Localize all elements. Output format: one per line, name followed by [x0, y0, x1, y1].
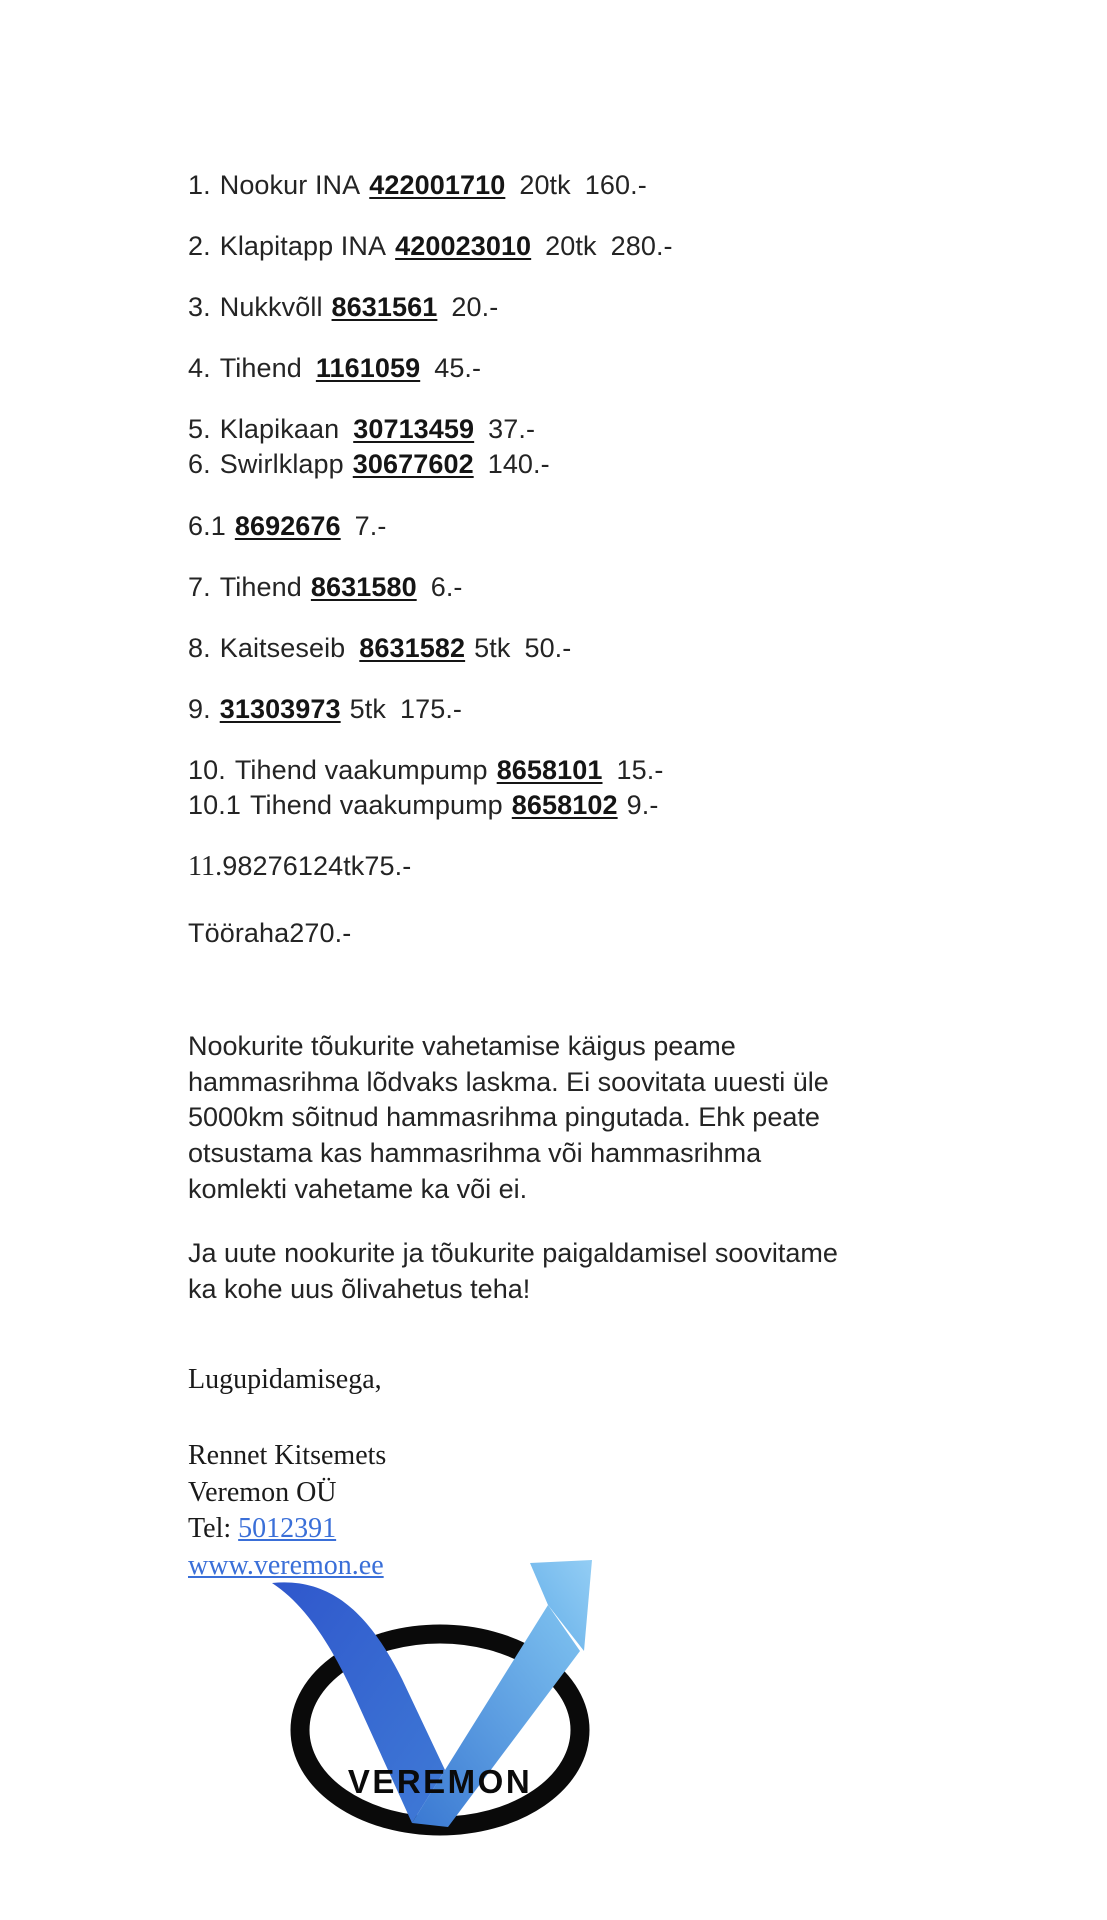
labour-label: Tööraha: [188, 917, 290, 948]
phone-label: Tel:: [188, 1513, 232, 1545]
veremon-logo-svg: [262, 1555, 622, 1840]
part-index: 2.: [188, 231, 211, 262]
signature-block: [188, 1362, 888, 1584]
part-index: 6.: [188, 449, 211, 480]
part-code: 8658101: [496, 754, 603, 785]
part-price: 175.-: [399, 693, 463, 724]
part-index: 9.: [188, 693, 211, 724]
part-qty: 5tk: [474, 632, 511, 663]
part-row-7: [188, 570, 888, 605]
phone-link[interactable]: 5012391: [238, 1513, 337, 1545]
signature-name: Rennet Kitsemets: [188, 1440, 387, 1472]
part-row-1: [188, 168, 888, 203]
part-code: 420023010: [395, 231, 532, 262]
part-code: 8658102: [511, 790, 618, 821]
part-name: Tihend vaakumpump: [249, 790, 503, 821]
part-row-10: [188, 753, 888, 788]
veremon-logo: [262, 1555, 622, 1840]
part-name: Kaitseseib: [219, 632, 346, 663]
paragraph-oil-note: Ja uute nookurite ja tõukurite paigaldamisel soovitame ka kohe uus õlivahetus teha!: [188, 1238, 838, 1305]
part-code: 30713459: [353, 414, 475, 445]
part-price: 6.-: [430, 571, 463, 602]
part-code: 982761: [222, 851, 313, 882]
part-row-6-1: [188, 509, 888, 544]
part-price: 7.-: [354, 510, 387, 541]
part-index: 10.1: [188, 790, 241, 821]
part-price: 50.-: [524, 632, 572, 663]
part-row-10-1: [188, 788, 888, 823]
labour-row: [188, 916, 888, 951]
part-row-3: [188, 290, 888, 325]
part-row-5: [188, 412, 888, 447]
part-row-4: [188, 351, 888, 386]
part-index: 11.: [188, 851, 223, 883]
part-index: 3.: [188, 292, 211, 323]
part-qty: 24tk: [312, 851, 365, 882]
part-qty: 20tk: [545, 231, 597, 262]
labour-price: 270.-: [289, 917, 352, 948]
part-name: Klapikaan: [219, 414, 340, 445]
logo-wordmark: VEREMON: [347, 1763, 533, 1800]
part-price: 75.-: [364, 851, 412, 882]
part-name: Tihend: [219, 571, 302, 602]
parts-list: [188, 168, 888, 951]
part-qty: 20tk: [519, 170, 571, 200]
part-code: 8631580: [310, 571, 417, 602]
part-price: 280.-: [610, 231, 673, 262]
part-qty: 5tk: [349, 693, 386, 724]
part-price: 20.-: [451, 292, 499, 323]
part-index: 8.: [188, 632, 211, 663]
part-row-6: [188, 447, 888, 482]
letter-content: [188, 168, 888, 1584]
part-name: Klapitapp INA: [219, 231, 387, 262]
part-code: 1161059: [315, 353, 421, 384]
signature-company: Veremon OÜ: [188, 1476, 337, 1508]
part-row-11: [188, 849, 888, 885]
part-code: 8631582: [359, 632, 466, 663]
part-name: Nukkvõll: [219, 292, 323, 323]
part-index: 10.: [188, 754, 226, 785]
part-price: 160.-: [584, 170, 647, 200]
part-name: Nookur INA: [219, 170, 361, 200]
part-code: 30677602: [352, 449, 474, 480]
part-index: 5.: [188, 414, 211, 445]
website-link[interactable]: www.veremon.ee: [188, 1549, 384, 1581]
part-name: Swirlklapp: [219, 449, 344, 480]
part-index: 7.: [188, 571, 211, 602]
part-index: 1.: [188, 170, 211, 200]
part-price: 15.-: [616, 754, 664, 785]
part-code: 8692676: [234, 510, 341, 541]
part-index: 4.: [188, 353, 211, 384]
part-price: 9.-: [626, 790, 659, 821]
signature-phone-row: [188, 1511, 888, 1547]
part-code: 31303973: [219, 693, 341, 724]
part-code: 422001710: [369, 170, 506, 200]
part-row-9: [188, 692, 888, 727]
part-row-8: [188, 631, 888, 666]
part-index: 6.1: [188, 510, 226, 541]
part-price: 140.-: [487, 449, 550, 480]
part-code: 8631561: [331, 292, 438, 323]
part-price: 45.-: [434, 353, 482, 384]
letter-body: [188, 1029, 888, 1308]
part-row-2: [188, 229, 888, 264]
signature-greeting: Lugupidamisega,: [188, 1363, 382, 1395]
part-price: 37.-: [488, 414, 536, 445]
part-name: Tihend vaakumpump: [234, 754, 488, 785]
part-name: Tihend: [219, 353, 302, 384]
paragraph-belt-note: Nookurite tõukurite vahetamise käigus peame hammasrihma lõdvaks laskma. Ei soovitata uuesti üle 5000km sõitnud hammasrihma pingutada. Ehk peate otsustama kas hammasrihma või hammasrihma komlekti vahetame ka või ei.: [188, 1030, 829, 1205]
